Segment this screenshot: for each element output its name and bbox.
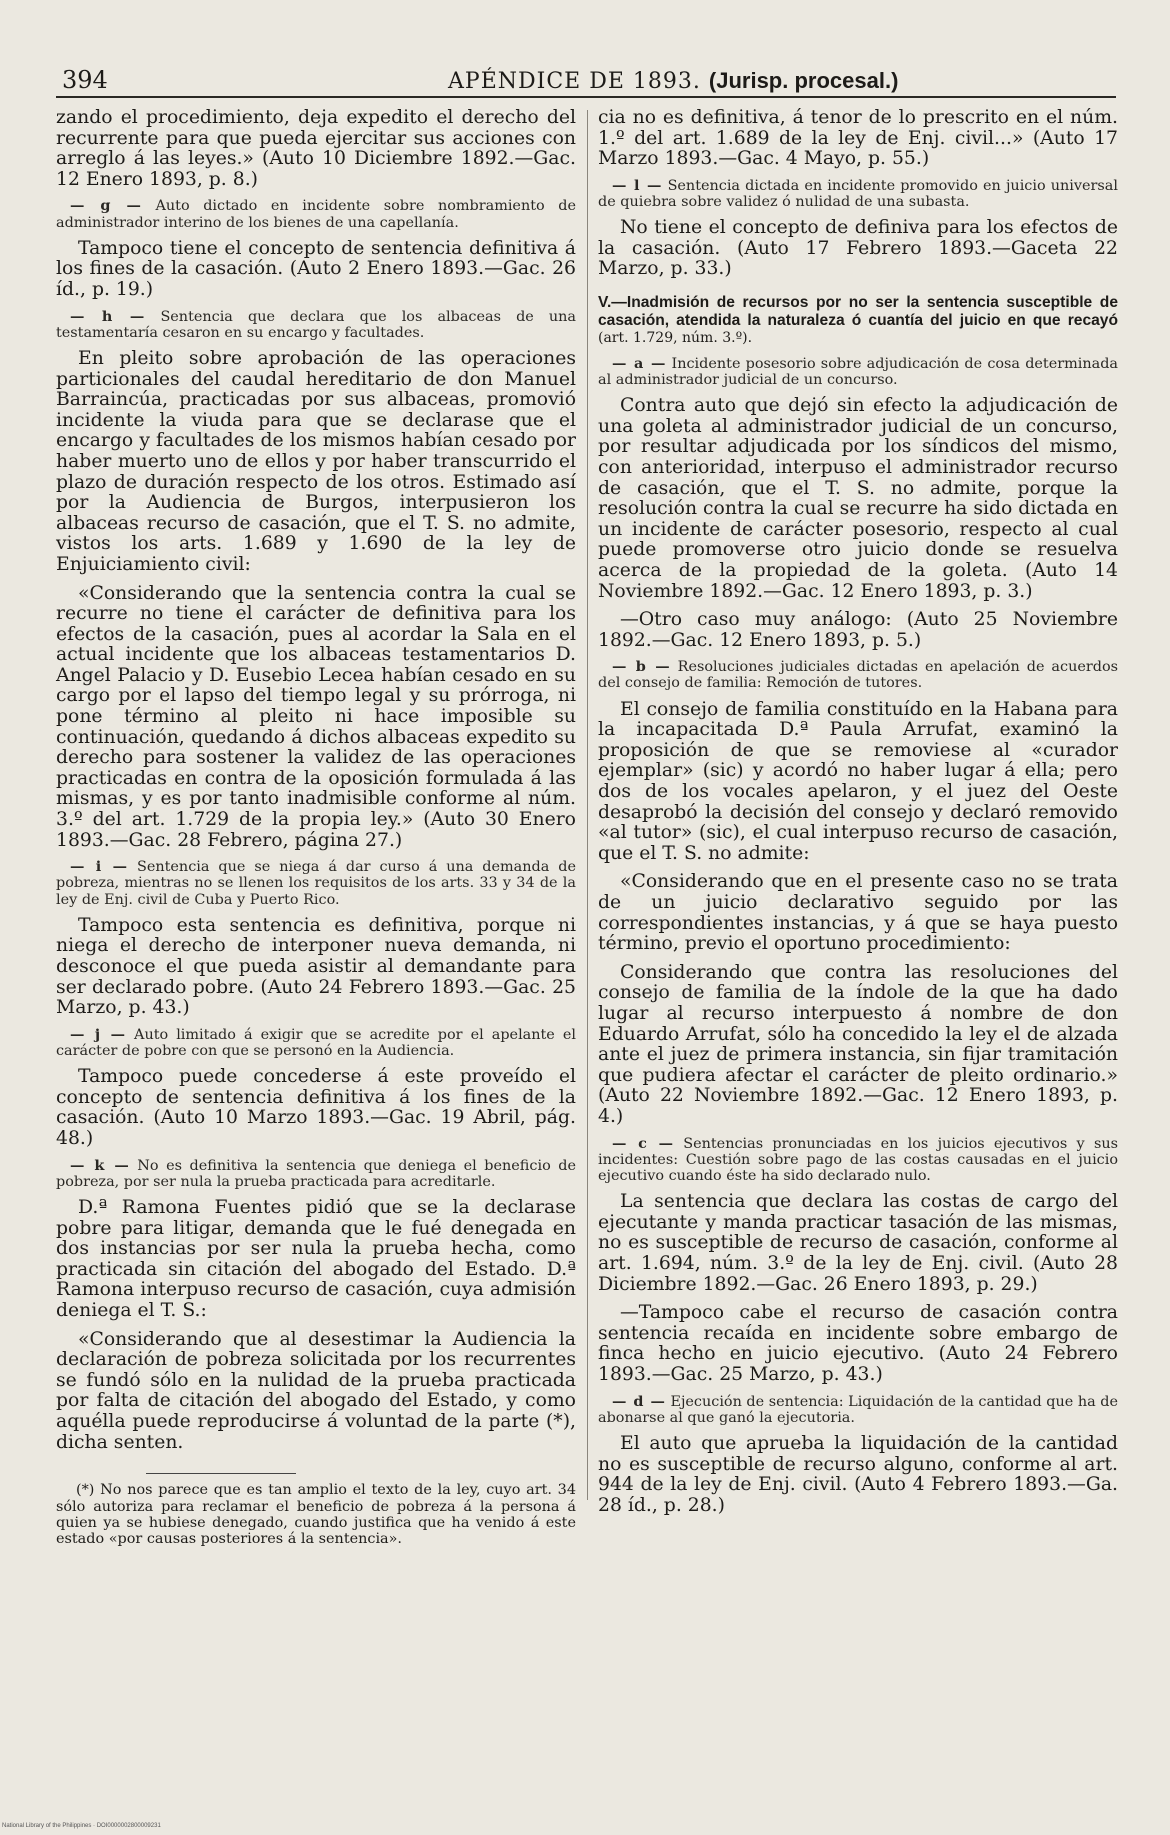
- letter-d: — d —: [612, 1392, 666, 1410]
- paragraph: cia no es definitiva, á tenor de lo prescrito en el núm. 1.º del art. 1.689 de la ley de Enj. civil...» (Auto 17 Marzo 1893.—Gac. 4 Mayo, p. 55.): [598, 107, 1118, 170]
- summary-text: Sentencia que se niega á dar curso á una demanda de pobreza, mientras no se llenen los requisitos de los arts. 33 y 34 de la ley de Enj. civil de Cuba y Puerto Rico.: [56, 859, 576, 908]
- summary-text: Ejecución de sentencia: Liquidación de la cantidad que ha de abonarse al que ganó la ejecutoria.: [598, 1393, 1118, 1426]
- page-number: 394: [62, 66, 108, 94]
- paragraph: zando el procedimiento, deja expedito el derecho del recurrente para que pueda ejercitar sus acciones con arreglo á las leyes.» (Auto 10 Diciembre 1892.—Gac. 12 Enero 1893, p. 8.): [56, 107, 576, 190]
- letter-a: — a —: [612, 354, 667, 372]
- case-summary-i: [56, 859, 576, 908]
- letter-h: — h —: [70, 307, 146, 325]
- paragraph: —Tampoco cabe el recurso de casación contra sentencia recaída en incidente sobre embargo de finca hecho en juicio ejecutivo. (Auto 24 Febrero 1893.—Gac. 25 Marzo, p. 43.): [598, 1302, 1118, 1385]
- paragraph: Tampoco esta sentencia es definitiva, porque ni niega el derecho de interponer nueva demanda, ni desconoce el que pueda asistir al demandante para ser declarado pobre. (Auto 24 Febrero 1893.—Gac. 25 Marzo, p. 43.): [56, 914, 576, 1019]
- letter-i: — i —: [70, 858, 129, 876]
- footnote-rule: [146, 1473, 296, 1474]
- summary-text: No es definitiva la sentencia que deniega el beneficio de pobreza, por ser nula la prueba practicada para acreditarle.: [56, 1157, 577, 1190]
- paragraph: En pleito sobre aprobación de las operaciones particionales del caudal hereditario de don Manuel Barraincúa, practicadas por sus albaceas, promovió incidente la viuda para que se declarase que el encargo y facultades de los mismos habían cesado por haber muerto uno de ellos y por haber transcurrido el plazo de duración respecto de los otros. Estimado así por la Audiencia de Burgos, interpusieron los albaceas recurso de casación, que el T. S. no admite, vistos los arts. 1.689 y 1.690 de la ley de Enjuiciamiento civil:: [56, 347, 576, 575]
- summary-text: Incidente posesorio sobre adjudicación de cosa determinada al administrador judicial de un concurso.: [598, 355, 1118, 388]
- header-rule: [56, 96, 1116, 98]
- paragraph: —Otro caso muy análogo: (Auto 25 Noviembre 1892.—Gac. 12 Enero 1893, p. 5.): [598, 609, 1118, 651]
- paragraph: D.ª Ramona Fuentes pidió que se la declarase pobre para litigar, demanda que le fué denegada en dos instancias por ser nula la prueba hecha, como practicada sin citación del abogado del Estado. D.ª Ramona interpuso recurso de casación, cuya admisión deniega el T. S.:: [56, 1196, 576, 1321]
- paragraph: No tiene el concepto de definiva para los efectos de la casación. (Auto 17 Febrero 1893.—Gaceta 22 Marzo, p. 33.): [598, 217, 1118, 280]
- letter-k: — k —: [70, 1156, 130, 1174]
- right-column: [598, 108, 1118, 1524]
- letter-l: — l —: [612, 176, 663, 194]
- header-subtitle: (Jurisp. procesal.): [708, 68, 899, 93]
- paragraph: El consejo de familia constituído en la Habana para la incapacitada D.ª Paula Arrufat, examinó la proposición de que se removiese al «curador ejemplar» (sic) y acordó no haber lugar á ella; pero dos de los vocales apelaron, y el juez del Oeste desaprobó la decisión del consejo y declaró removido «al tutor» (sic), el cual interpuso recurso de casación, que el T. S. no admite:: [598, 698, 1118, 864]
- summary-text: Resoluciones judiciales dictadas en apelación de acuerdos del consejo de familia: Remoción de tutores.: [598, 659, 1118, 692]
- section-reference: (art. 1.729, núm. 3.º).: [598, 330, 753, 347]
- paragraph: La sentencia que declara las costas de cargo del ejecutante y manda practicar tasación de las mismas, no es susceptible de recurso de casación, conforme al art. 1.694, núm. 3.º de la ley de Enj. civil. (Auto 28 Diciembre 1892.—Gac. 26 Enero 1893, p. 29.): [598, 1191, 1118, 1295]
- column-divider: [587, 110, 588, 1500]
- left-column: [56, 108, 576, 1548]
- letter-j: — j —: [70, 1025, 126, 1043]
- footnote: (*) No nos parece que es tan amplio el texto de la ley, cuyo art. 34 sólo autoriza para reclamar el beneficio de pobreza á la persona á quien ya se hubiese denegado, cuando justifica que ha venido á este estado «por causas posteriores á la sentencia».: [56, 1482, 576, 1548]
- paragraph: Tampoco puede concederse á este proveído el concepto de sentencia definitiva á los fines de la casación. (Auto 10 Marzo 1893.—Gac. 19 Abril, pág. 48.): [56, 1066, 576, 1149]
- summary-text: Auto dictado en incidente sobre nombramiento de administrador interino de los bienes de una capellanía.: [56, 198, 576, 231]
- summary-text: Sentencias pronunciadas en los juicios ejecutivos y sus incidentes: Cuestión sobre pago de las costas causadas en el juicio ejecutivo cuando éste ha sido declarado nulo.: [598, 1135, 1118, 1184]
- case-summary-k: [56, 1158, 576, 1190]
- header-title: [448, 68, 898, 94]
- case-summary-l: [598, 178, 1118, 210]
- case-summary-a: [598, 356, 1118, 388]
- paragraph: El auto que aprueba la liquidación de la cantidad no es susceptible de recurso alguno, conforme al art. 944 de la ley de Enj. civil. (Auto 4 Febrero 1893.—Ga. 28 íd., p. 28.): [598, 1432, 1118, 1516]
- summary-text: Sentencia que declara que los albaceas de una testamentaría cesaron en su encargo y facultades.: [56, 308, 577, 341]
- case-summary-h: [56, 309, 576, 341]
- summary-text: Auto limitado á exigir que se acredite por el apelante el carácter de pobre con que se personó en la Audiencia.: [56, 1026, 577, 1059]
- case-summary-j: [56, 1027, 576, 1059]
- quote-paragraph: «Considerando que al desestimar la Audiencia la declaración de pobreza solicitada por los recurrentes se fundó sólo en la nulidad de la prueba practicada por falta de citación del abogado del Estado, y como aquélla puede reproducirse á voluntad de la parte (*), dicha senten.: [56, 1328, 576, 1453]
- case-summary-d: [598, 1394, 1118, 1426]
- running-header: [60, 64, 1120, 100]
- letter-c: — c —: [612, 1134, 674, 1152]
- header-main-title: APÉNDICE DE 1893.: [448, 69, 701, 94]
- case-summary-g: [56, 198, 576, 230]
- case-summary-c: [598, 1136, 1118, 1185]
- paragraph: Contra auto que dejó sin efecto la adjudicación de una goleta al administrador judicial de un concurso, por resultar adjudicada por los síndicos del mismo, con anterioridad, interpuso el administrador recurso de casación, que el T. S. no admite, porque la resolución contra la cual se recurre ha sido dictada en un incidente de carácter posesorio, respecto al cual puede promoverse otro juicio donde se resuelva acerca de la propiedad de la goleta. (Auto 14 Noviembre 1892.—Gac. 12 Enero 1893, p. 3.): [598, 395, 1118, 602]
- quote-paragraph: «Considerando que la sentencia contra la cual se recurre no tiene el carácter de definitiva para los efectos de la casación, pues al acordar la Sala en el actual incidente que los albaceas testamentarios D. Angel Palacio y D. Eusebio Lecea habían cesado en su cargo por el lapso del tiempo legal y su prórroga, ni pone término al pleito ni hace imposible su continuación, quedando á dichos albaceas expedito su derecho para sostener la validez de las operaciones practicadas en contra de la oposición formulada á las mismas, y es por tanto inadmisible conforme al núm. 3.º del art. 1.729 de la propia ley.» (Auto 30 Enero 1893.—Gac. 28 Febrero, página 27.): [56, 582, 576, 851]
- letter-b: — b —: [612, 658, 671, 676]
- scan-credit: National Library of the Philippines · DOI0000002800009231: [2, 1823, 161, 1829]
- letter-g: — g —: [70, 197, 142, 215]
- case-summary-b: [598, 659, 1118, 691]
- section-heading: [598, 294, 1118, 348]
- quote-paragraph: Considerando que contra las resoluciones del consejo de familia de la índole de la que ha dado lugar al recurso interpuesto á nombre de don Eduardo Arrufat, sólo ha concedido la ley el de alzada ante el juez de primera instancia, sin fijar tramitación que pudiera afectar el carácter de pleito ordinario.» (Auto 22 Noviembre 1892.—Gac. 12 Enero 1893, p. 4.): [598, 961, 1118, 1127]
- paragraph: Tampoco tiene el concepto de sentencia definitiva á los fines de la casación. (Auto 2 Enero 1893.—Gac. 26 íd., p. 19.): [56, 237, 576, 300]
- section-heading-text: V.—Inadmisión de recursos por no ser la sentencia susceptible de casación, atendida la naturaleza ó cuantía del juicio en que recayó: [598, 293, 1118, 329]
- quote-paragraph: «Considerando que en el presente caso no se trata de un juicio declarativo seguido por las correspondientes instancias, y á que se haya puesto término, previo el oportuno procedimiento:: [598, 871, 1118, 955]
- summary-text: Sentencia dictada en incidente promovido en juicio universal de quiebra sobre validez ó nulidad de una subasta.: [598, 177, 1118, 210]
